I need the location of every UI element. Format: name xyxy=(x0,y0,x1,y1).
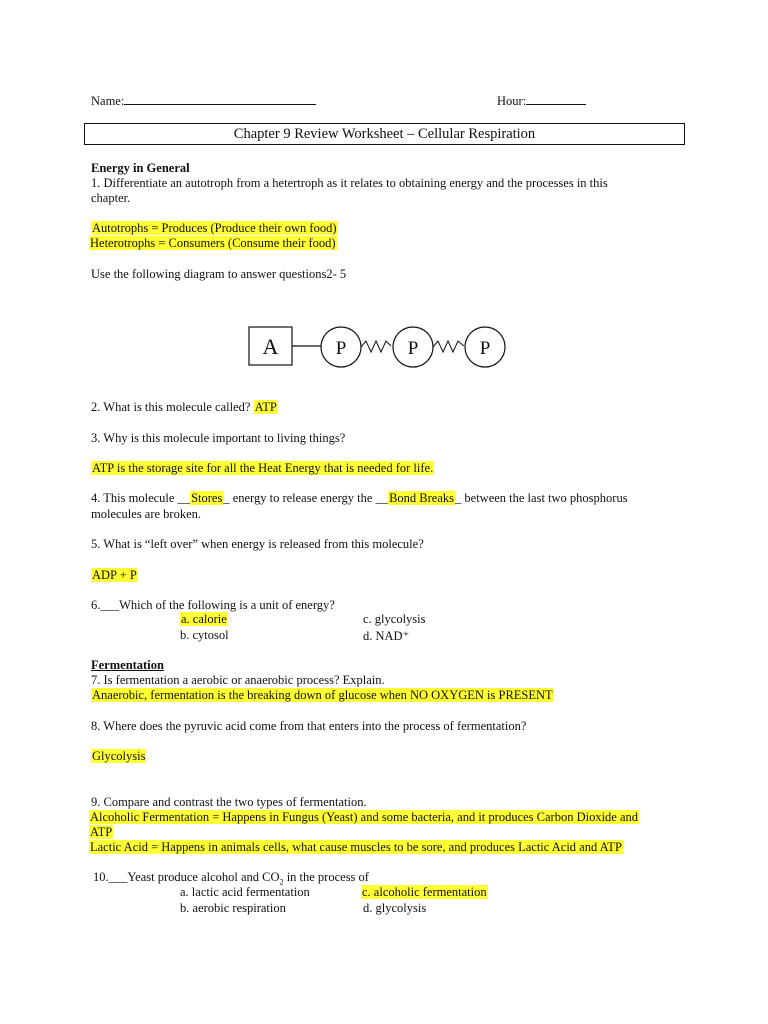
q3-prompt: 3. Why is this molecule important to living things? xyxy=(91,431,346,445)
q6-option-c[interactable]: c. glycolysis xyxy=(363,612,426,626)
q4-part1: 4. This molecule __ xyxy=(91,491,191,505)
phosphate-label-3: P xyxy=(479,338,491,359)
q5-prompt: 5. What is “left over” when energy is released from this molecule? xyxy=(91,537,424,551)
q8-answer: Glycolysis xyxy=(92,749,146,763)
diagram-intro: Use the following diagram to answer questions2- 5 xyxy=(91,267,347,281)
q3-answer-line xyxy=(91,461,434,476)
q4-blank1-answer: Stores xyxy=(191,491,223,505)
q6-option-b[interactable]: b. cytosol xyxy=(180,628,229,642)
q1-answer-line2 xyxy=(89,236,337,251)
q10-prompt-pre: 10.___Yeast produce alcohol and CO xyxy=(93,870,280,884)
q4-blank2-answer: Bond Breaks xyxy=(389,491,455,505)
q6-option-a[interactable] xyxy=(180,612,228,627)
section-heading-fermentation: Fermentation xyxy=(91,658,164,672)
hour-blank[interactable] xyxy=(526,93,586,105)
q9-answer-line1 xyxy=(89,810,639,825)
q10-prompt-post: in the process of xyxy=(283,870,369,884)
q10-option-c[interactable] xyxy=(361,885,488,900)
q9-answer-alcoholic: Alcoholic Fermentation = Happens in Fungus (Yeast) and some bacteria, and it produces Carbon Dioxide and xyxy=(90,810,639,824)
phosphate-label-2: P xyxy=(407,338,419,359)
q4-line2: molecules are broken. xyxy=(91,507,202,521)
q6-prompt: 6.___Which of the following is a unit of energy? xyxy=(91,598,335,612)
section-heading-energy: Energy in General xyxy=(91,161,190,175)
hour-field[interactable] xyxy=(497,93,586,109)
q4-line1 xyxy=(91,491,628,506)
q7-answer: Anaerobic, fermentation is the breaking down of glucose when NO OXYGEN is PRESENT xyxy=(92,688,553,702)
q1-prompt-line1: 1. Differentiate an autotroph from a hetertroph as it relates to obtaining energy and the processes in this xyxy=(91,176,608,190)
q4-part2: _ energy to release energy the __ xyxy=(223,491,389,505)
q1-prompt-line2: chapter. xyxy=(91,191,131,205)
q1-answer-autotrophs: Autotrophs = Produces (Produce their own food) xyxy=(92,221,337,235)
q9-answer-lactic: Lactic Acid = Happens in animals cells, what cause muscles to be sore, and produces Lactic Acid and ATP xyxy=(90,840,622,854)
q6-option-a-label: a. calorie xyxy=(181,612,227,626)
adenosine-label: A xyxy=(262,334,279,359)
name-blank[interactable] xyxy=(124,93,316,105)
q10-option-c-label: c. alcoholic fermentation xyxy=(362,885,487,899)
name-label: Name: xyxy=(91,94,125,108)
q2-prompt: 2. What is this molecule called? xyxy=(91,400,254,414)
q7-answer-line xyxy=(91,688,554,703)
q2-line xyxy=(91,400,278,415)
q9-answer-line2 xyxy=(89,840,623,855)
q9-prompt: 9. Compare and contrast the two types of fermentation. xyxy=(91,795,367,809)
q10-option-b[interactable]: b. aerobic respiration xyxy=(180,901,286,915)
q1-answer-line1 xyxy=(91,221,338,236)
q1-answer-heterotrophs: Heterotrophs = Consumers (Consume their food) xyxy=(90,236,336,250)
q2-answer: ATP xyxy=(254,400,277,414)
q3-answer: ATP is the storage site for all the Heat Energy that is needed for life. xyxy=(92,461,434,475)
q9-answer-line1b xyxy=(89,825,113,840)
q10-option-d[interactable]: d. glycolysis xyxy=(363,901,427,915)
high-energy-bond-2 xyxy=(433,341,464,352)
q5-answer: ADP + P xyxy=(92,568,137,582)
q10-option-a[interactable]: a. lactic acid fermentation xyxy=(180,885,310,899)
atp-diagram xyxy=(240,320,510,376)
q5-answer-line xyxy=(91,568,138,583)
q8-prompt: 8. Where does the pyruvic acid come from that enters into the process of fermentation? xyxy=(91,719,527,733)
hour-label: Hour: xyxy=(497,94,527,108)
worksheet-title: Chapter 9 Review Worksheet – Cellular Respiration xyxy=(84,123,685,145)
q8-answer-line xyxy=(91,749,146,764)
q4-part3: _ between the last two phosphorus xyxy=(455,491,628,505)
q10-prompt-sub: 2 xyxy=(279,877,284,887)
q7-prompt: 7. Is fermentation a aerobic or anaerobic process? Explain. xyxy=(91,673,385,687)
phosphate-label-1: P xyxy=(335,338,347,359)
q9-answer-alcoholic-cont: ATP xyxy=(90,825,113,839)
name-field[interactable] xyxy=(91,93,316,109)
q6-option-d[interactable]: d. NAD⁺ xyxy=(363,629,410,643)
high-energy-bond-1 xyxy=(361,341,391,352)
